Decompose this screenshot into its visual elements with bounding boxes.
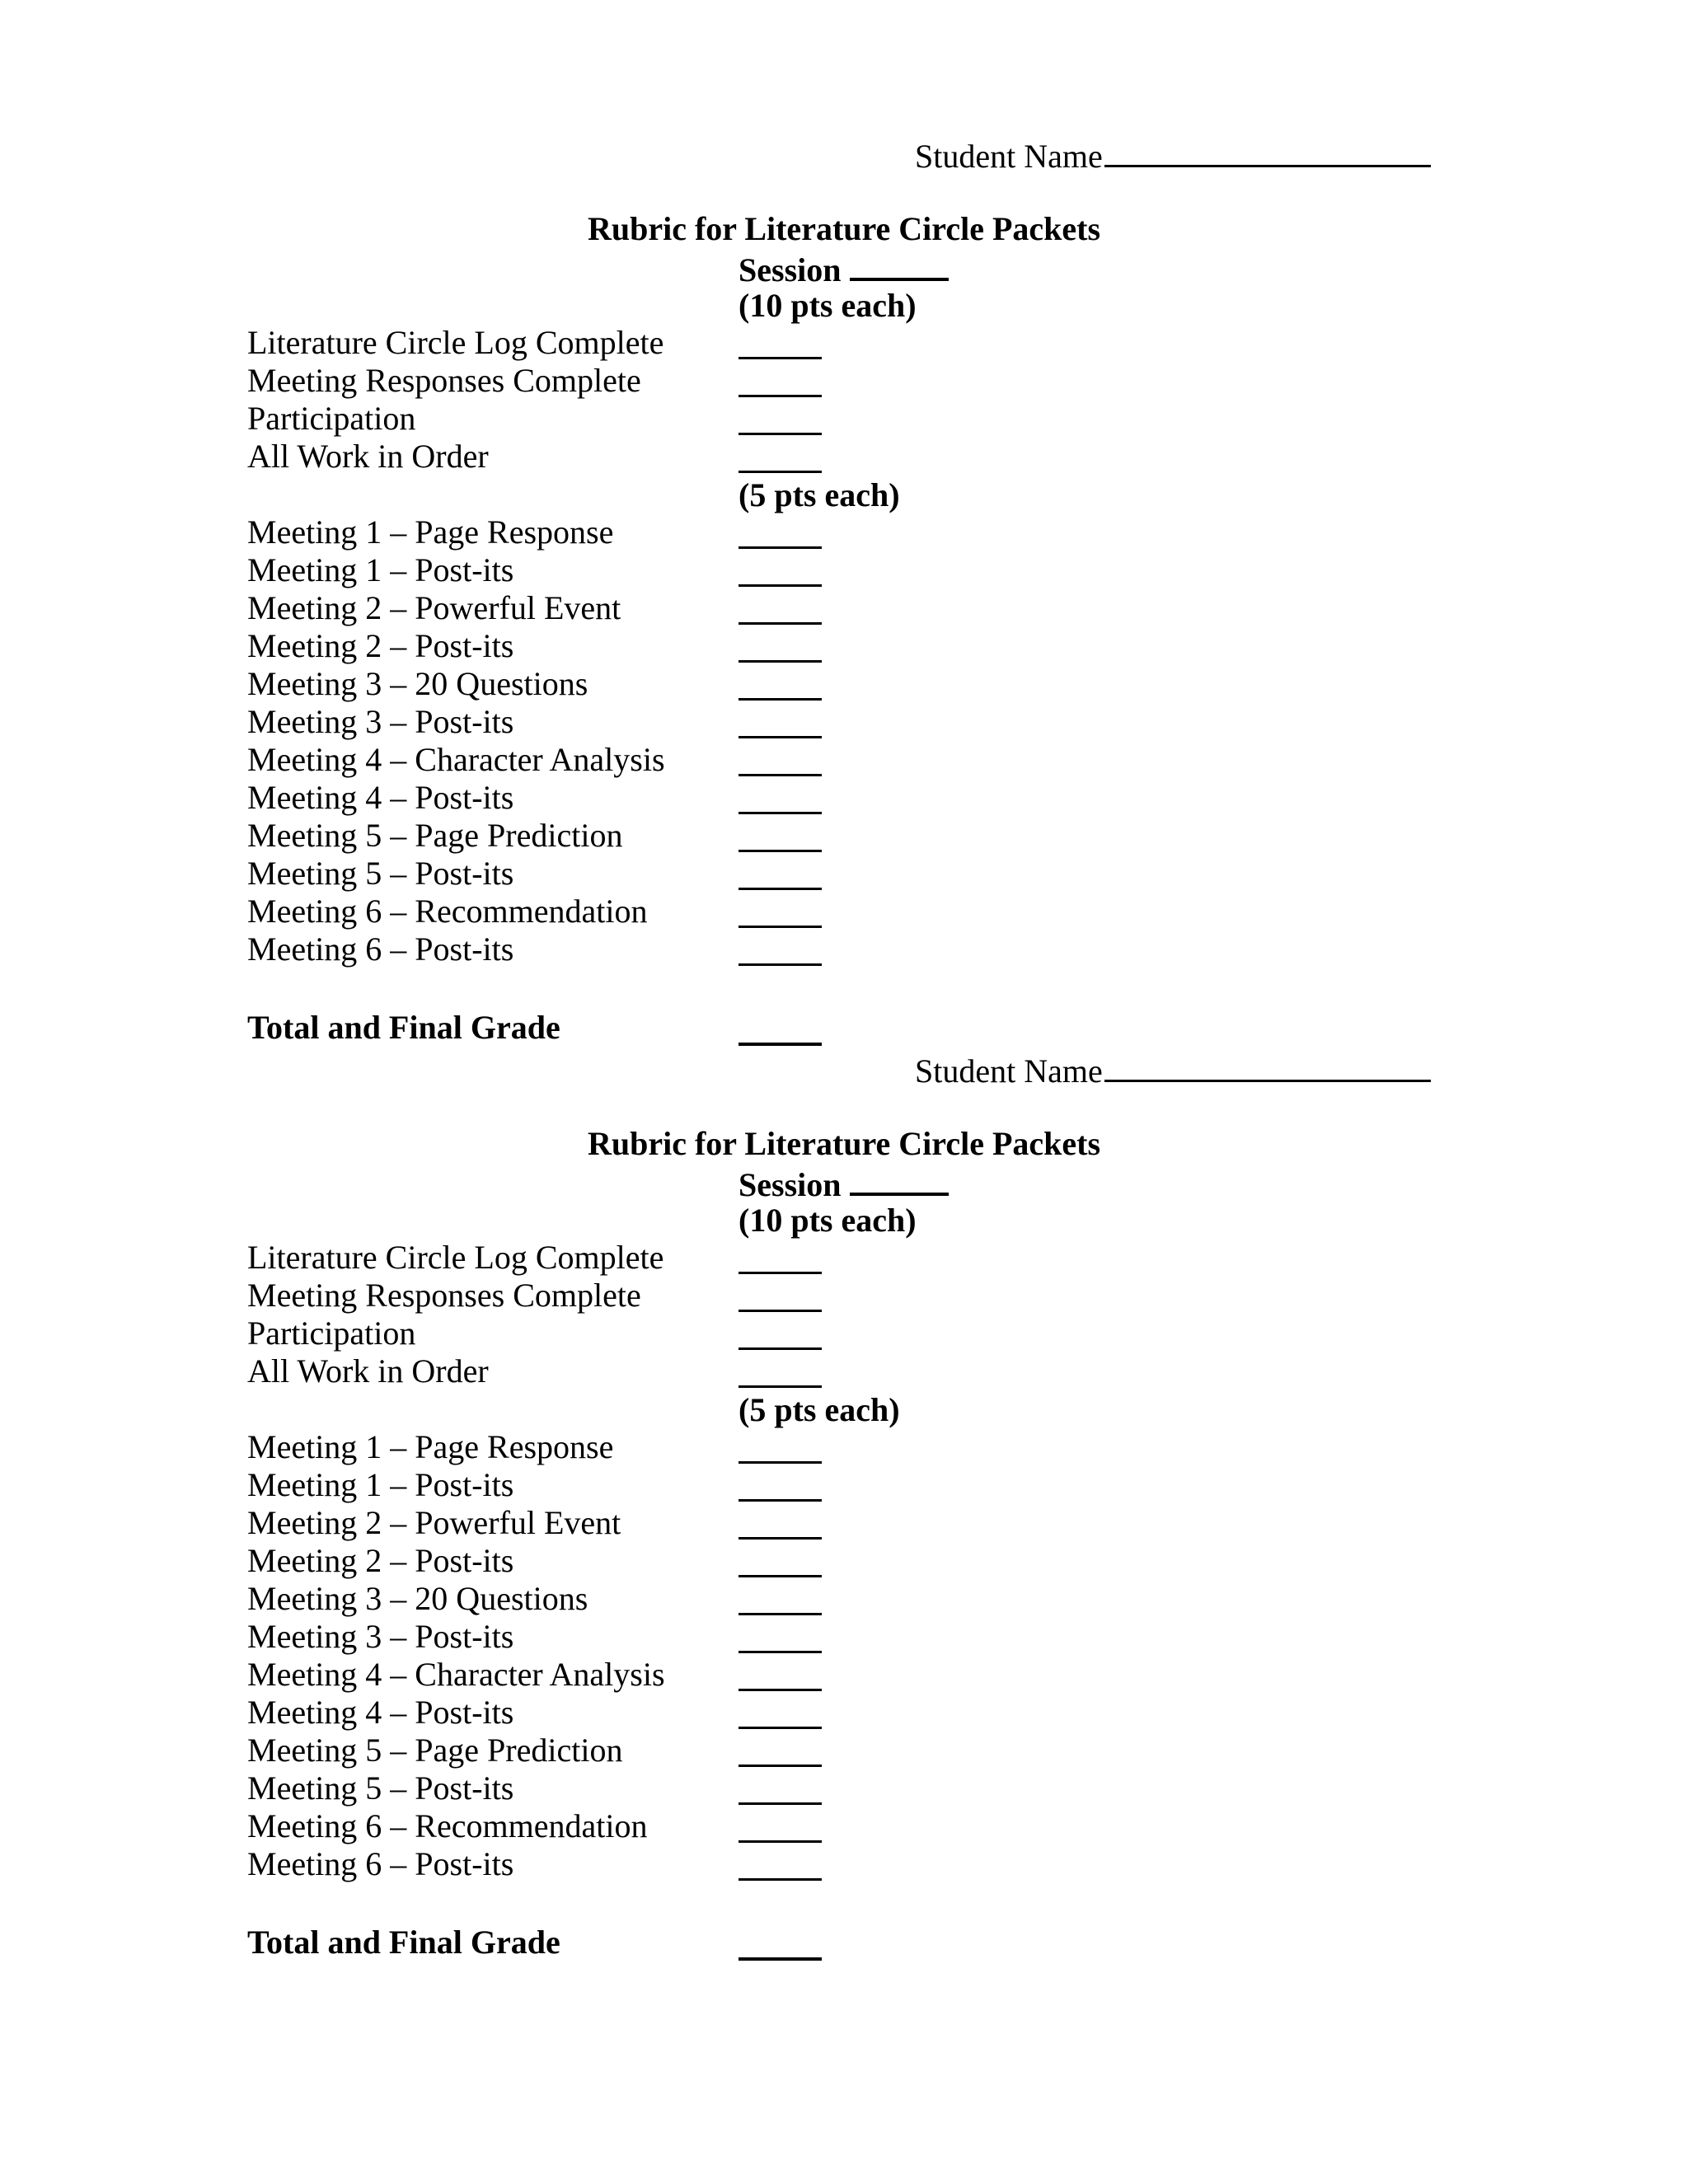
rubric-item: [247, 1428, 907, 1466]
total-grade-blank[interactable]: [738, 1933, 822, 1961]
rubric-item-label: Meeting 1 – Post-its: [247, 1466, 514, 1503]
session-label: Session: [738, 1166, 842, 1203]
five-points-items: [247, 513, 907, 968]
student-name-row: [915, 1048, 1431, 1091]
ten-points-items: [247, 324, 907, 476]
five-points-header: (5 pts each): [738, 476, 900, 513]
score-blank[interactable]: [738, 332, 822, 359]
score-blank[interactable]: [738, 635, 822, 663]
rubric-item: [247, 1352, 907, 1390]
score-blank[interactable]: [738, 1702, 822, 1729]
rubric-item: [247, 703, 907, 741]
rubric-item: [247, 1694, 907, 1732]
score-blank[interactable]: [738, 673, 822, 701]
rubric-item: [247, 855, 907, 893]
rubric-item: [247, 1277, 907, 1315]
rubric-item: [247, 1542, 907, 1580]
score-blank[interactable]: [738, 711, 822, 738]
session-label: Session: [738, 251, 842, 288]
session-row: [738, 1163, 949, 1205]
rubric-item-label: Meeting 6 – Recommendation: [247, 1807, 648, 1844]
score-blank[interactable]: [738, 1550, 822, 1577]
student-name-label: Student Name: [915, 138, 1103, 175]
score-blank[interactable]: [738, 1474, 822, 1502]
rubric-item: [247, 1732, 907, 1769]
rubric-item-label: Meeting 4 – Post-its: [247, 1694, 514, 1731]
rubric-item: [247, 1315, 907, 1352]
rubric-item-label: Meeting Responses Complete: [247, 1277, 641, 1314]
score-blank[interactable]: [738, 560, 822, 587]
rubric-item: [247, 551, 907, 589]
total-row: [247, 1923, 907, 1962]
score-blank[interactable]: [738, 1740, 822, 1767]
rubric-title: Rubric for Literature Circle Packets: [587, 1125, 1101, 1162]
rubric-item: [247, 513, 907, 551]
rubric-item-label: Meeting 1 – Page Response: [247, 513, 614, 551]
rubric-item: [247, 1466, 907, 1504]
student-name-label: Student Name: [915, 1052, 1103, 1090]
rubric-item-label: Meeting 1 – Post-its: [247, 551, 514, 588]
rubric-form-2: [0, 915, 1688, 1961]
ten-points-items: [247, 1239, 907, 1390]
rubric-item-label: Meeting 5 – Post-its: [247, 855, 514, 892]
student-name-blank[interactable]: [1104, 134, 1431, 167]
rubric-item-label: Meeting 6 – Recommendation: [247, 893, 648, 930]
score-blank[interactable]: [738, 825, 822, 852]
student-name-blank[interactable]: [1104, 1048, 1431, 1082]
total-label: Total and Final Grade: [247, 1924, 560, 1961]
rubric-title: Rubric for Literature Circle Packets: [587, 210, 1101, 247]
five-points-header: (5 pts each): [738, 1391, 900, 1428]
rubric-item-label: Meeting 3 – 20 Questions: [247, 665, 588, 702]
score-blank[interactable]: [738, 749, 822, 776]
score-blank[interactable]: [738, 1626, 822, 1653]
rubric-item: [247, 665, 907, 703]
score-blank[interactable]: [738, 1323, 822, 1350]
rubric-item-label: Meeting 3 – 20 Questions: [247, 1580, 588, 1617]
rubric-item: [247, 1769, 907, 1807]
rubric-item: [247, 779, 907, 817]
rubric-item-label: Meeting 6 – Post-its: [247, 930, 514, 968]
rubric-item: [247, 324, 907, 362]
score-blank[interactable]: [738, 1436, 822, 1464]
score-blank[interactable]: [738, 408, 822, 435]
rubric-item: [247, 741, 907, 779]
rubric-item: [247, 1845, 907, 1883]
rubric-item-label: Meeting 4 – Post-its: [247, 779, 514, 816]
rubric-item: [247, 1239, 907, 1277]
rubric-item-label: Meeting Responses Complete: [247, 362, 641, 399]
rubric-item-label: Meeting 2 – Powerful Event: [247, 1504, 621, 1541]
rubric-item-label: Meeting 4 – Character Analysis: [247, 1656, 665, 1693]
score-blank[interactable]: [738, 1247, 822, 1274]
rubric-item-label: Meeting 5 – Page Prediction: [247, 1732, 623, 1769]
rubric-item: [247, 1656, 907, 1694]
score-blank[interactable]: [738, 1512, 822, 1540]
rubric-item-label: Literature Circle Log Complete: [247, 1239, 664, 1276]
ten-points-header: (10 pts each): [738, 1202, 917, 1239]
ten-points-header: (10 pts each): [738, 287, 917, 324]
rubric-item-label: Meeting 3 – Post-its: [247, 703, 514, 740]
rubric-item-label: Literature Circle Log Complete: [247, 324, 664, 361]
score-blank[interactable]: [738, 1854, 822, 1881]
score-blank[interactable]: [738, 1588, 822, 1615]
score-blank[interactable]: [738, 1816, 822, 1843]
rubric-item: [247, 1504, 907, 1542]
rubric-item-label: All Work in Order: [247, 1352, 489, 1390]
rubric-item-label: All Work in Order: [247, 438, 489, 475]
rubric-form-1: [0, 0, 1688, 1046]
rubric-item-label: Meeting 2 – Post-its: [247, 627, 514, 664]
rubric-item-label: Meeting 5 – Page Prediction: [247, 817, 623, 854]
score-blank[interactable]: [738, 522, 822, 549]
five-points-items: [247, 1428, 907, 1883]
score-blank[interactable]: [738, 370, 822, 397]
rubric-item: [247, 627, 907, 665]
rubric-item: [247, 1618, 907, 1656]
session-row: [738, 248, 949, 290]
rubric-item: [247, 1580, 907, 1618]
rubric-item-label: Meeting 2 – Post-its: [247, 1542, 514, 1579]
rubric-item-label: Meeting 2 – Powerful Event: [247, 589, 621, 626]
rubric-item: [247, 400, 907, 438]
total-label: Total and Final Grade: [247, 1009, 560, 1046]
score-blank[interactable]: [738, 446, 822, 473]
session-blank[interactable]: [850, 1163, 949, 1196]
session-blank[interactable]: [850, 248, 949, 281]
rubric-item: [247, 817, 907, 855]
score-blank[interactable]: [738, 1361, 822, 1388]
rubric-item: [247, 1807, 907, 1845]
rubric-item: [247, 589, 907, 627]
score-blank[interactable]: [738, 1664, 822, 1691]
rubric-item: [247, 362, 907, 400]
rubric-item-label: Meeting 3 – Post-its: [247, 1618, 514, 1655]
score-blank[interactable]: [738, 598, 822, 625]
student-name-row: [915, 134, 1431, 176]
score-blank[interactable]: [738, 787, 822, 814]
rubric-item-label: Participation: [247, 400, 416, 437]
rubric-item-label: Meeting 1 – Page Response: [247, 1428, 614, 1465]
rubric-item-label: Meeting 4 – Character Analysis: [247, 741, 665, 778]
rubric-item-label: Meeting 6 – Post-its: [247, 1845, 514, 1882]
score-blank[interactable]: [738, 1778, 822, 1805]
rubric-item-label: Meeting 5 – Post-its: [247, 1769, 514, 1807]
rubric-item-label: Participation: [247, 1315, 416, 1352]
score-blank[interactable]: [738, 863, 822, 890]
score-blank[interactable]: [738, 1285, 822, 1312]
rubric-item: [247, 438, 907, 476]
